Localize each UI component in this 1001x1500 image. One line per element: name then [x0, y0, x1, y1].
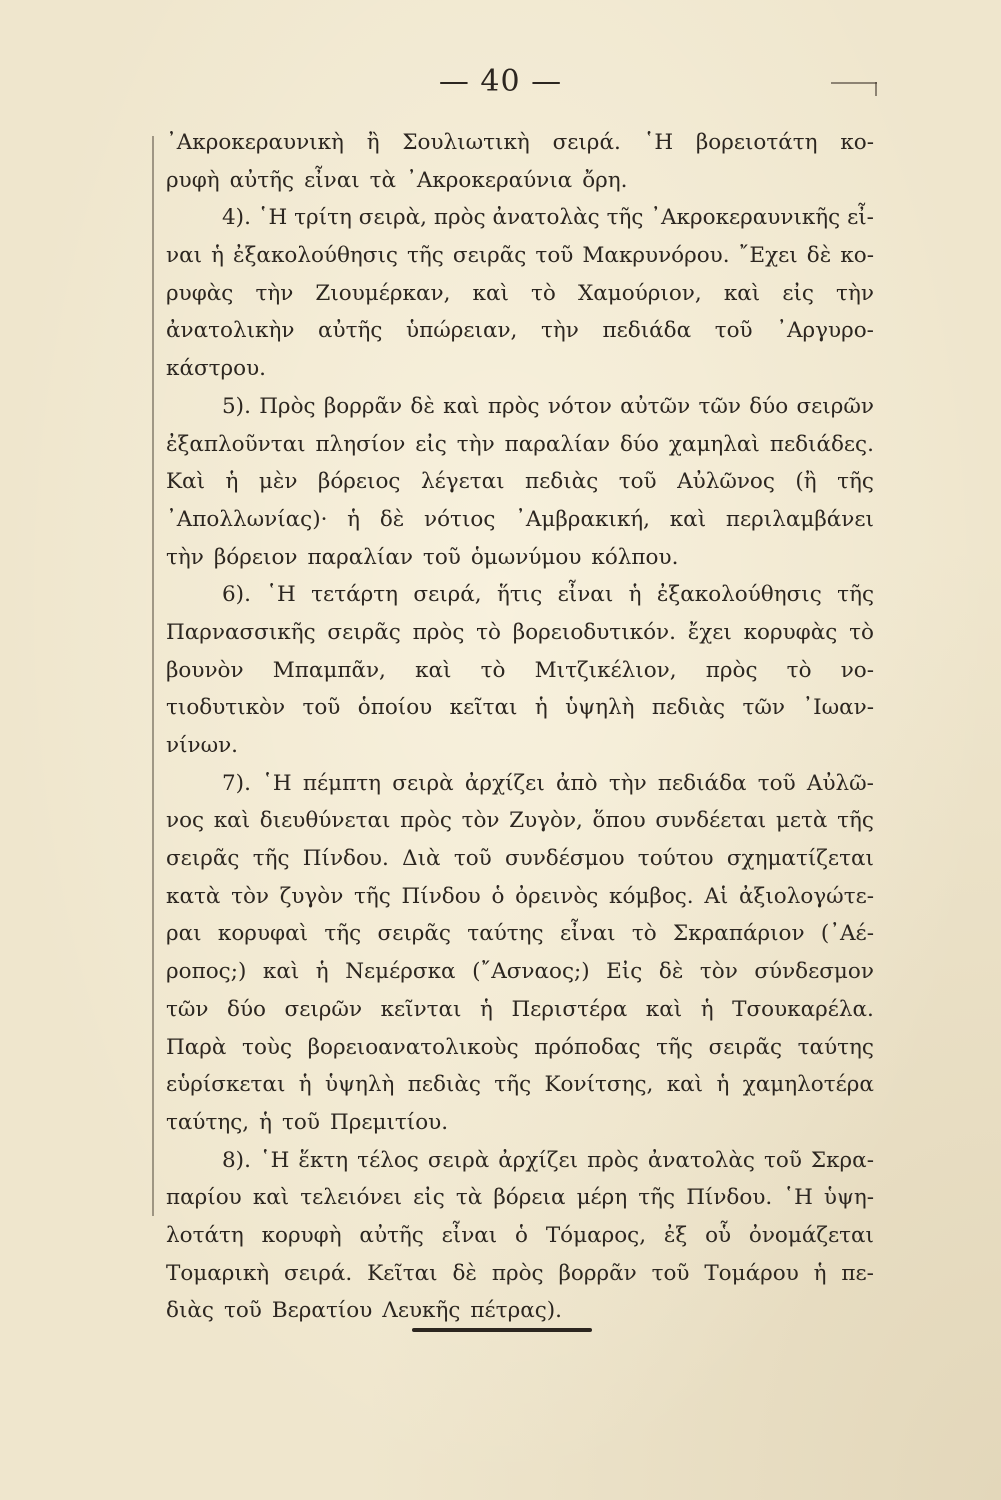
word: τοῦ — [282, 1109, 320, 1135]
word: τῆς — [354, 883, 391, 909]
word: σειρᾶς — [166, 846, 240, 872]
word: ταύτης — [797, 1034, 874, 1060]
word: βόρειον — [213, 544, 298, 570]
text-line — [166, 275, 874, 313]
word: μετὰ — [775, 808, 828, 834]
word: εἶναι — [557, 582, 614, 608]
word: ᾿Ιωαν- — [802, 695, 874, 721]
text-line — [166, 802, 874, 840]
word: τὸν — [461, 808, 500, 834]
word: Αὐλῶνος — [677, 469, 775, 495]
text-line — [166, 652, 874, 690]
word: ρυφὰς — [166, 280, 234, 306]
word: Βερατίου — [271, 1298, 373, 1324]
word: πρὸς — [412, 619, 465, 645]
word: οὗ — [705, 1222, 732, 1248]
text-line — [166, 840, 874, 878]
word: ᾿Ακροκεραυνικῆς — [650, 205, 841, 231]
word: τὸ — [480, 657, 506, 683]
word: εἰς — [782, 280, 814, 306]
text-line — [166, 162, 874, 200]
word: βορειοανατολικοὺς — [307, 1034, 519, 1060]
word: (῎Ασναος;) — [472, 959, 590, 985]
word: τοῦ — [618, 469, 657, 495]
word: αὐτῆς — [318, 318, 383, 344]
word: ροπος;) — [166, 959, 247, 985]
word: ταύτης, — [166, 1109, 250, 1135]
word: Καὶ — [166, 469, 206, 495]
word: Εἰς — [606, 959, 643, 985]
word: πεδιὰς — [525, 469, 599, 495]
word: Σκραπάριον — [673, 921, 805, 947]
word: πρὸς — [491, 1260, 544, 1286]
word: ῎Εχει — [738, 243, 798, 269]
text-line — [166, 1029, 874, 1067]
word: 6). — [222, 582, 251, 608]
closing-rule — [412, 1328, 592, 1332]
word: 4). — [222, 205, 251, 231]
word: τὸ — [631, 921, 657, 947]
word: Τομαρικὴ — [166, 1260, 270, 1286]
word: δύο — [749, 393, 789, 419]
word: ραι — [166, 921, 202, 947]
word: εὑρίσκεται — [166, 1072, 286, 1098]
word: τὴν — [255, 280, 294, 306]
word: λοτάτη — [166, 1222, 244, 1248]
word: ὑψη- — [823, 1185, 874, 1211]
word: ᾿Αργυρο- — [776, 318, 874, 344]
word: σειρᾶς — [377, 921, 451, 947]
word: πε- — [841, 1260, 874, 1286]
text-line — [166, 350, 874, 388]
word: εἰς — [413, 1185, 445, 1211]
word: ῾Η — [783, 1185, 813, 1211]
word: δὲ — [452, 1260, 477, 1286]
word: κεῖνται — [380, 996, 462, 1022]
margin-pencil-line — [152, 136, 154, 1216]
word: Πρεμιτίου. — [329, 1109, 449, 1135]
word: Ζυγὸν, — [509, 808, 583, 834]
word: σειρᾶς — [708, 1034, 783, 1060]
word: τέλος — [357, 1147, 419, 1173]
word: νίνων. — [166, 733, 239, 758]
word: πέτρας). — [470, 1298, 562, 1324]
word: ὄρη. — [582, 167, 628, 193]
word: τοῦ — [302, 695, 341, 721]
word: τῆς — [837, 469, 874, 495]
word: ἡ — [259, 1109, 273, 1135]
word: σχηματίζεται — [726, 846, 874, 872]
word: Χαμούριον, — [577, 280, 702, 306]
word: Διὰ — [402, 846, 441, 872]
word: τοῦ — [422, 544, 461, 570]
word: Τόμαρος, — [545, 1222, 647, 1248]
word: κορυφὴ — [261, 1222, 342, 1248]
text-line — [166, 1255, 874, 1293]
page-number: — 40 — — [438, 64, 563, 99]
word: ταύτης — [467, 921, 544, 947]
word: νος — [166, 808, 205, 834]
word: λέγεται — [420, 469, 505, 495]
word: ῾Η — [262, 770, 292, 796]
word: πρὸς — [400, 808, 452, 834]
word: κορυφὰς — [743, 619, 838, 645]
word: ἐξαπλοῦνται — [166, 431, 306, 457]
word: ᾿Απολλωνίας)· — [166, 506, 328, 532]
word: σειρὰ — [392, 770, 454, 796]
word: σύνδεσμον — [754, 959, 874, 985]
word: τὴν — [541, 318, 579, 344]
word: Αἱ — [704, 883, 729, 909]
word: μὲν — [258, 469, 298, 495]
word: ὁ — [491, 883, 505, 909]
word: τὸ — [849, 619, 874, 645]
word: τῶν — [742, 695, 785, 721]
word: τὴν — [456, 431, 495, 457]
word: αὐτῆς — [359, 1222, 424, 1248]
text-line — [166, 727, 874, 765]
word: διὰς — [166, 1298, 214, 1324]
word: τῆς — [837, 582, 874, 608]
word: νότον — [547, 393, 612, 419]
word: σειρὰ — [427, 1147, 490, 1173]
text-line — [166, 539, 874, 577]
word: αὐτῆς — [229, 167, 295, 193]
word: τῶν — [698, 393, 741, 419]
word: Πίνδου. — [686, 1185, 773, 1211]
text-line — [166, 501, 874, 539]
word: σειρῶν — [284, 996, 363, 1022]
text-line — [166, 878, 874, 916]
word: τῆς — [837, 808, 874, 834]
word: τετάρτη — [311, 582, 399, 608]
word: τῆς — [324, 921, 362, 947]
word: ἡ — [315, 959, 329, 985]
word: συνδέεται — [655, 808, 767, 834]
word: ἡ — [716, 1072, 730, 1098]
word: ἀνατολὰς — [492, 205, 600, 231]
word: δύο — [227, 996, 266, 1022]
word: διευθύνεται — [259, 808, 391, 834]
word: ὑψηλὴ — [565, 695, 635, 721]
word: ἡ — [225, 469, 239, 495]
text-line — [166, 1066, 874, 1104]
word: σειρά, — [413, 582, 482, 608]
word: τὸ — [476, 619, 501, 645]
word: εἶναι — [304, 167, 360, 193]
word: ὑψηλὴ — [325, 1072, 395, 1098]
word: τιοδυτικὸν — [166, 695, 286, 721]
text-line — [166, 237, 874, 275]
word: ῾Η — [643, 130, 674, 155]
word: (᾿Αέ- — [820, 921, 874, 947]
word: δύο — [619, 431, 659, 457]
word: τοῦ — [763, 1147, 802, 1173]
word: πλησίον — [315, 431, 406, 457]
word: πεδιὰς — [651, 695, 726, 721]
word: ὀνομάζεται — [748, 1222, 874, 1248]
word: ἡ — [347, 506, 361, 532]
word: πέμπτη — [302, 770, 382, 796]
word: ῾Η — [257, 205, 288, 231]
word: κο- — [840, 130, 874, 155]
word: τοῦ — [223, 1298, 262, 1324]
word: βορρᾶν — [558, 1260, 637, 1286]
word: ἀνατολικὴν — [166, 318, 295, 344]
word: τῆς — [656, 1034, 693, 1060]
word: ἐξ — [663, 1222, 688, 1248]
word: τῆς — [494, 1072, 532, 1098]
word: κόλπου. — [591, 544, 679, 570]
word: τὴν — [166, 544, 204, 570]
word: Μιτζικέλιον, — [534, 657, 677, 683]
word: ζυγὸν — [279, 883, 344, 909]
word: σειρᾶς — [452, 243, 527, 269]
word: Κεῖται — [367, 1260, 438, 1286]
text-line — [166, 689, 874, 727]
word: Τομάρου — [704, 1260, 799, 1286]
word: σειρά. — [552, 130, 621, 155]
word: ἔχει — [687, 619, 732, 645]
word: ἡ — [813, 1260, 827, 1286]
word: δὲ — [410, 393, 435, 419]
word: ἀρχίζει — [498, 1147, 579, 1173]
word: Παρνασσικῆς — [166, 619, 316, 645]
word: κο- — [840, 243, 874, 269]
word: πρόποδας — [534, 1034, 641, 1060]
word: ἢ — [366, 130, 380, 155]
word: εἶναι — [559, 921, 616, 947]
word: σειρά. — [284, 1260, 353, 1286]
word: ἡ — [534, 695, 548, 721]
word: τὸν — [699, 959, 738, 985]
word: δὲ — [658, 959, 684, 985]
text-line — [166, 915, 874, 953]
word: ὅπου — [592, 808, 646, 834]
word: Πρὸς — [259, 393, 316, 419]
word: δὲ — [379, 506, 405, 532]
word: κόμβος. — [609, 883, 694, 909]
word: Πίνδου — [401, 883, 481, 909]
word: ᾿Ακροκεραυνικὴ — [166, 130, 344, 155]
word: τὸ — [531, 280, 556, 306]
word: Παρὰ — [166, 1034, 227, 1060]
word: ἡ — [211, 243, 224, 269]
word: ἡ — [480, 996, 493, 1022]
word: ρυφὴ — [166, 167, 220, 193]
word: ᾿Ακροκεραύνια — [406, 167, 573, 193]
word: καὶ — [645, 996, 683, 1022]
word: Αὐλῶ- — [806, 770, 874, 796]
word: αὐτῶν — [620, 393, 691, 419]
word: βόρειος — [317, 469, 401, 495]
text-line — [166, 312, 874, 350]
word: Νεμέρσκα — [345, 959, 456, 985]
word: καὶ — [213, 808, 251, 834]
word: Μακρυνόρου. — [582, 243, 730, 269]
word: παραλίαν — [307, 544, 413, 570]
word: εἶναι — [441, 1222, 498, 1248]
text-line — [166, 199, 874, 237]
word: τὴν — [608, 770, 647, 796]
word: ὁ — [515, 1222, 528, 1248]
word: σειρῶν — [796, 393, 874, 419]
word: τὸν — [231, 883, 269, 909]
word: ἥτις — [497, 582, 543, 608]
word: καὶ — [723, 280, 761, 306]
word: νο- — [840, 657, 874, 683]
word: τοὺς — [242, 1034, 292, 1060]
body-text — [166, 124, 874, 1330]
word: Σουλιωτικὴ — [402, 130, 530, 155]
word: βορειοδυτικόν. — [512, 619, 676, 645]
word: ἀρχίζει — [464, 770, 545, 796]
word: ῾Η — [266, 582, 296, 608]
word: κατὰ — [166, 883, 221, 909]
word: τελειόνει — [300, 1185, 403, 1211]
word: πρὸς — [433, 205, 486, 231]
word: ἀξιολογώτε- — [739, 883, 874, 909]
word: τρίτη — [294, 205, 352, 231]
word: ἡ — [628, 582, 642, 608]
word: Σκρα- — [810, 1147, 874, 1173]
word: ὁμωνύμου — [470, 544, 582, 570]
word: καὶ — [666, 1072, 704, 1098]
word: σειρᾶς — [327, 619, 401, 645]
text-line — [166, 576, 874, 614]
word: βουνὸν — [166, 657, 244, 683]
word: Τσουκαρέλα. — [732, 996, 874, 1022]
text-line — [166, 1104, 874, 1142]
word: 8). — [222, 1147, 251, 1173]
word: πρὸς — [487, 393, 540, 419]
word: σειρὰ, — [358, 205, 428, 231]
word: ᾿Αμβρακική, — [515, 506, 650, 532]
word: Ζιουμέρκαν, — [315, 280, 451, 306]
word: καὶ — [443, 393, 480, 419]
word: πεδιάδες. — [769, 431, 874, 457]
word: ἐξακολούθησις — [233, 243, 398, 269]
word: τοῦ — [757, 770, 796, 796]
text-line — [166, 426, 874, 464]
word: ῾Η — [259, 1147, 290, 1173]
word: τούτου — [637, 846, 714, 872]
word: ἡ — [298, 1072, 312, 1098]
text-line — [166, 388, 874, 426]
word: Κονίτσης, — [544, 1072, 654, 1098]
word: πεδιὰς — [407, 1072, 481, 1098]
word: τὰ — [455, 1185, 483, 1211]
word: ἐξακολούθησις — [656, 582, 822, 608]
word: Μπαμπᾶν, — [272, 657, 386, 683]
text-line — [166, 991, 874, 1029]
word: πρὸς — [587, 1147, 639, 1173]
word: τοῦ — [453, 846, 492, 872]
text-line — [166, 124, 874, 162]
word: βορειοτάτη — [695, 130, 818, 155]
word: ἡ — [700, 996, 714, 1022]
word: τῆς — [606, 205, 644, 231]
text-line — [166, 463, 874, 501]
word: πεδιάδα — [602, 318, 692, 344]
word: παραλίαν — [504, 431, 611, 457]
word: καὶ — [669, 506, 707, 532]
word: χαμηλοτέρα — [742, 1072, 874, 1098]
word: πρὸς — [705, 657, 758, 683]
word: βόρεια — [493, 1185, 566, 1211]
word: εἰς — [415, 431, 447, 457]
word: καὶ — [252, 1185, 290, 1211]
word: 7). — [222, 770, 251, 796]
text-line — [166, 1179, 874, 1217]
word: τὴν — [836, 280, 874, 306]
word: κάστρου. — [166, 356, 267, 382]
word: ὑπώρειαν, — [406, 318, 518, 344]
word: τὰ — [369, 167, 397, 193]
word: Λευκῆς — [382, 1298, 461, 1324]
text-line — [166, 765, 874, 803]
word: χαμηλαὶ — [668, 431, 760, 457]
word: Περιστέρα — [511, 996, 628, 1022]
word: τοῦ — [535, 243, 574, 269]
word: πεδιάδα — [657, 770, 747, 796]
word: δὲ — [806, 243, 832, 269]
word: (ἢ — [795, 469, 817, 495]
word: ναι — [166, 243, 203, 269]
text-line — [166, 1142, 874, 1180]
word: ὀρεινὸς — [515, 883, 599, 909]
word: τῆς — [638, 1185, 676, 1211]
text-line — [166, 1217, 874, 1255]
text-line — [166, 614, 874, 652]
word: παρίου — [166, 1185, 242, 1211]
word: τῆς — [252, 846, 290, 872]
word: καὶ — [262, 959, 300, 985]
word: ἕκτη — [298, 1147, 349, 1173]
word: βορρᾶν — [323, 393, 403, 419]
word: κεῖται — [449, 695, 518, 721]
word: καὶ — [472, 280, 509, 306]
text-line — [166, 1292, 874, 1330]
word: τοῦ — [651, 1260, 690, 1286]
word: Πίνδου. — [302, 846, 389, 872]
word: τῶν — [166, 996, 209, 1022]
text-line — [166, 953, 874, 991]
word: ἀπὸ — [555, 770, 598, 796]
word: περιλαμβάνει — [725, 506, 874, 532]
word: τοῦ — [714, 318, 753, 344]
word: ἀνατολὰς — [647, 1147, 755, 1173]
word: εἶ- — [847, 205, 874, 231]
word: συνδέσμου — [504, 846, 625, 872]
word: νότιος — [424, 506, 496, 532]
word: τῆς — [407, 243, 444, 269]
word: τὸ — [786, 657, 812, 683]
word: μέρη — [576, 1185, 628, 1211]
word: 5). — [222, 393, 251, 419]
word: ὁποίου — [357, 695, 433, 721]
word: κορυφαὶ — [217, 921, 309, 947]
word: καὶ — [415, 657, 452, 683]
